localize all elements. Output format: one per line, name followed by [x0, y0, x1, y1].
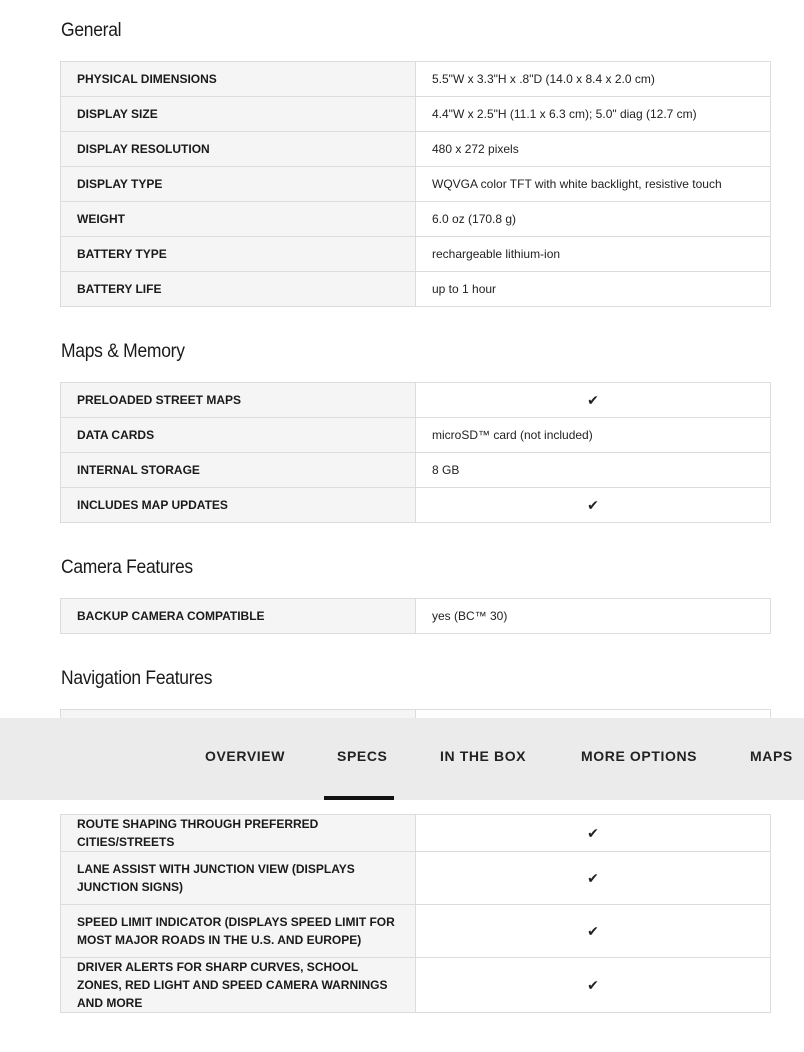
check-icon: ✔	[416, 852, 771, 905]
table-row	[61, 453, 771, 488]
hidden-table-edge	[60, 709, 771, 718]
table-row	[61, 418, 771, 453]
table-row	[61, 237, 771, 272]
check-icon: ✔	[416, 905, 771, 958]
check-icon: ✔	[416, 958, 771, 1013]
spec-value: microSD™ card (not included)	[416, 418, 771, 453]
active-tab-indicator	[324, 796, 394, 800]
spec-table-general	[60, 61, 771, 307]
section-title-maps-memory: Maps & Memory	[61, 341, 185, 362]
spec-label: WEIGHT	[61, 202, 416, 237]
check-icon: ✔	[416, 383, 771, 418]
table-row	[61, 383, 771, 418]
spec-label: DISPLAY SIZE	[61, 97, 416, 132]
spec-table-maps-memory	[60, 382, 771, 523]
spec-value: 5.5"W x 3.3"H x .8"D (14.0 x 8.4 x 2.0 cm)	[416, 62, 771, 97]
table-row	[61, 852, 771, 905]
table-row	[61, 202, 771, 237]
spec-label: LANE ASSIST WITH JUNCTION VIEW (DISPLAYS JUNCTION SIGNS)	[61, 852, 416, 905]
table-row	[61, 815, 771, 852]
spec-value: 480 x 272 pixels	[416, 132, 771, 167]
table-row	[61, 132, 771, 167]
spec-table-navigation-features	[60, 814, 771, 1013]
spec-table-camera-features	[60, 598, 771, 634]
tab-maps[interactable]: MAPS	[750, 748, 793, 764]
spec-value: yes (BC™ 30)	[416, 599, 771, 634]
spec-value: 8 GB	[416, 453, 771, 488]
spec-label: SPEED LIMIT INDICATOR (DISPLAYS SPEED LIMIT FOR MOST MAJOR ROADS IN THE U.S. AND EUROPE)	[61, 905, 416, 958]
table-row	[61, 905, 771, 958]
spec-label: DRIVER ALERTS FOR SHARP CURVES, SCHOOL ZONES, RED LIGHT AND SPEED CAMERA WARNINGS AND MORE	[61, 958, 416, 1013]
spec-label: DATA CARDS	[61, 418, 416, 453]
spec-label: BATTERY TYPE	[61, 237, 416, 272]
spec-value: 4.4"W x 2.5"H (11.1 x 6.3 cm); 5.0" diag (12.7 cm)	[416, 97, 771, 132]
section-title-navigation-features: Navigation Features	[61, 668, 213, 689]
table-row	[61, 599, 771, 634]
check-icon: ✔	[416, 815, 771, 852]
product-tab-bar	[0, 718, 804, 800]
spec-label: INTERNAL STORAGE	[61, 453, 416, 488]
section-title-general: General	[61, 20, 122, 41]
tab-overview[interactable]: OVERVIEW	[205, 748, 286, 764]
table-row	[61, 62, 771, 97]
spec-label: INCLUDES MAP UPDATES	[61, 488, 416, 523]
spec-label: BACKUP CAMERA COMPATIBLE	[61, 599, 416, 634]
spec-value: up to 1 hour	[416, 272, 771, 307]
spec-label: BATTERY LIFE	[61, 272, 416, 307]
spec-label: PRELOADED STREET MAPS	[61, 383, 416, 418]
spec-label: DISPLAY RESOLUTION	[61, 132, 416, 167]
spec-value: WQVGA color TFT with white backlight, resistive touch	[416, 167, 771, 202]
table-row	[61, 958, 771, 1013]
spec-label: PHYSICAL DIMENSIONS	[61, 62, 416, 97]
spec-label: ROUTE SHAPING THROUGH PREFERRED CITIES/STREETS	[61, 815, 416, 852]
table-row	[61, 97, 771, 132]
tab-specs[interactable]: SPECS	[337, 748, 388, 764]
table-row	[61, 488, 771, 523]
table-row	[61, 167, 771, 202]
spec-value: rechargeable lithium-ion	[416, 237, 771, 272]
spec-label: DISPLAY TYPE	[61, 167, 416, 202]
check-icon: ✔	[416, 488, 771, 523]
spec-value: 6.0 oz (170.8 g)	[416, 202, 771, 237]
section-title-camera-features: Camera Features	[61, 557, 193, 578]
tab-in-the-box[interactable]: IN THE BOX	[440, 748, 527, 764]
tab-more-options[interactable]: MORE OPTIONS	[581, 748, 698, 764]
table-row	[61, 272, 771, 307]
